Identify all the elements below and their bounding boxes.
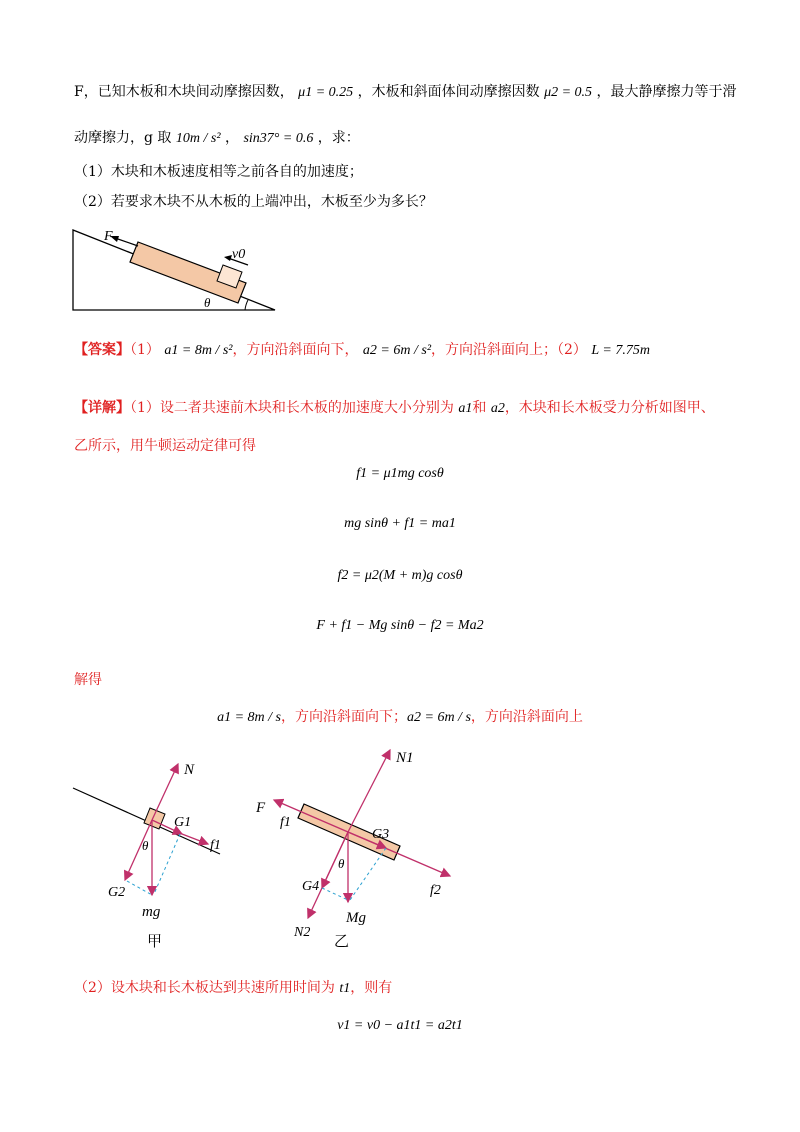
result-line <box>0 706 800 726</box>
detail-line-2: 乙所示，用牛顿运动定律可得 <box>74 438 256 454</box>
problem-line-1 <box>74 82 737 103</box>
answer-line <box>74 340 650 361</box>
label-theta: θ <box>142 838 149 853</box>
answer-dir2: ，方向沿斜面向上；（2） <box>431 342 587 358</box>
label-mg: mg <box>142 904 161 920</box>
answer-a2: a2 = 6m / s² <box>362 343 432 358</box>
part2-t1: t1 <box>339 981 351 996</box>
problem-text: ，最大静摩擦力等于滑 <box>596 84 737 100</box>
label-theta: θ <box>204 295 211 310</box>
question-2: （2）若要求木块不从木板的上端冲出，木板至少为多长？ <box>74 194 433 210</box>
label-G4: G4 <box>302 879 320 894</box>
problem-text: 动摩擦力，g 取 <box>74 130 172 146</box>
part2-line <box>74 978 392 999</box>
caption-yi: 乙 <box>334 932 350 950</box>
mu1-value: μ1 = 0.25 <box>298 85 354 100</box>
dashed-line <box>322 888 348 900</box>
problem-text: ，木板和斜面体间动摩擦因数 <box>357 84 540 100</box>
detail-text: ，木块和长木板受力分析如图甲、 <box>504 400 715 416</box>
dashed-line <box>154 834 180 894</box>
caption-jia: 甲 <box>147 932 163 950</box>
detail-a2: a2 <box>490 401 505 416</box>
label-f2: f2 <box>430 883 441 898</box>
force-diagram-jia <box>70 750 240 950</box>
equation-5: v1 = v0 − a1t1 = a2t1 <box>337 1018 463 1033</box>
label-theta: θ <box>338 856 345 871</box>
result-dir2: ，方向沿斜面向上 <box>470 709 583 725</box>
label-Mg: Mg <box>346 910 366 926</box>
label-f1: f1 <box>280 815 291 830</box>
equation-4: F + f1 − Mg sinθ − f2 = Ma2 <box>316 618 484 633</box>
answer-L: L = 7.75m <box>591 343 650 358</box>
problem-text: ，求： <box>317 130 360 146</box>
mu2-value: μ2 = 0.5 <box>544 85 593 100</box>
answer-dir1: ，方向沿斜面向下， <box>232 342 359 358</box>
force-arrow <box>115 238 138 246</box>
label-v0: v0 <box>232 247 246 262</box>
result-a2: a2 = 6m / s <box>407 710 471 725</box>
equation-2: mg sinθ + f1 = ma1 <box>344 516 456 531</box>
label-N2: N2 <box>294 925 311 940</box>
block <box>144 808 165 829</box>
problem-text: ， <box>224 130 239 146</box>
detail-a1: a1 <box>458 401 473 416</box>
result-a1: a1 = 8m / s <box>217 710 281 725</box>
equation-3: f2 = μ2(M + m)g cosθ <box>337 568 463 583</box>
vector-N1 <box>348 750 390 832</box>
dashed-line <box>127 881 152 895</box>
solve-label: 解得 <box>74 672 102 688</box>
answer-part: （1） <box>130 342 160 358</box>
sin-value: sin37° = 0.6 <box>243 131 314 146</box>
part2-text: （2）设木块和长木板达到共速所用时间为 <box>74 980 335 996</box>
label-f1: f1 <box>210 838 221 853</box>
force-diagram-yi <box>250 742 470 952</box>
equation-1: f1 = μ1mg cosθ <box>356 466 444 481</box>
velocity-arrowhead <box>224 255 232 261</box>
angle-arc <box>245 300 248 310</box>
label-G3: G3 <box>372 827 390 842</box>
detail-text: （1）设二者共速前木块和长木板的加速度大小分别为 <box>130 400 454 416</box>
detail-label: 【详解】 <box>74 400 130 416</box>
label-G2: G2 <box>108 885 126 900</box>
label-F: F <box>104 229 113 244</box>
part2-text-b: ，则有 <box>350 980 393 996</box>
detail-and: 和 <box>472 400 487 416</box>
vector-N <box>152 764 178 820</box>
incline-figure <box>70 222 280 314</box>
label-N1: N1 <box>396 750 414 766</box>
dashed-line <box>350 848 386 900</box>
question-1: （1）木块和木板速度相等之前各自的加速度； <box>74 164 363 180</box>
detail-line-1 <box>74 398 715 419</box>
result-dir1: ，方向沿斜面向下； <box>281 709 407 725</box>
answer-label: 【答案】 <box>74 342 130 358</box>
problem-line-2 <box>74 128 360 149</box>
label-G1: G1 <box>174 815 192 830</box>
g-value: 10m / s² <box>175 131 221 146</box>
problem-text: F，已知木板和木块间动摩擦因数， <box>74 84 294 100</box>
label-N: N <box>184 762 195 778</box>
label-F: F <box>256 800 266 816</box>
answer-a1: a1 = 8m / s² <box>164 343 233 358</box>
